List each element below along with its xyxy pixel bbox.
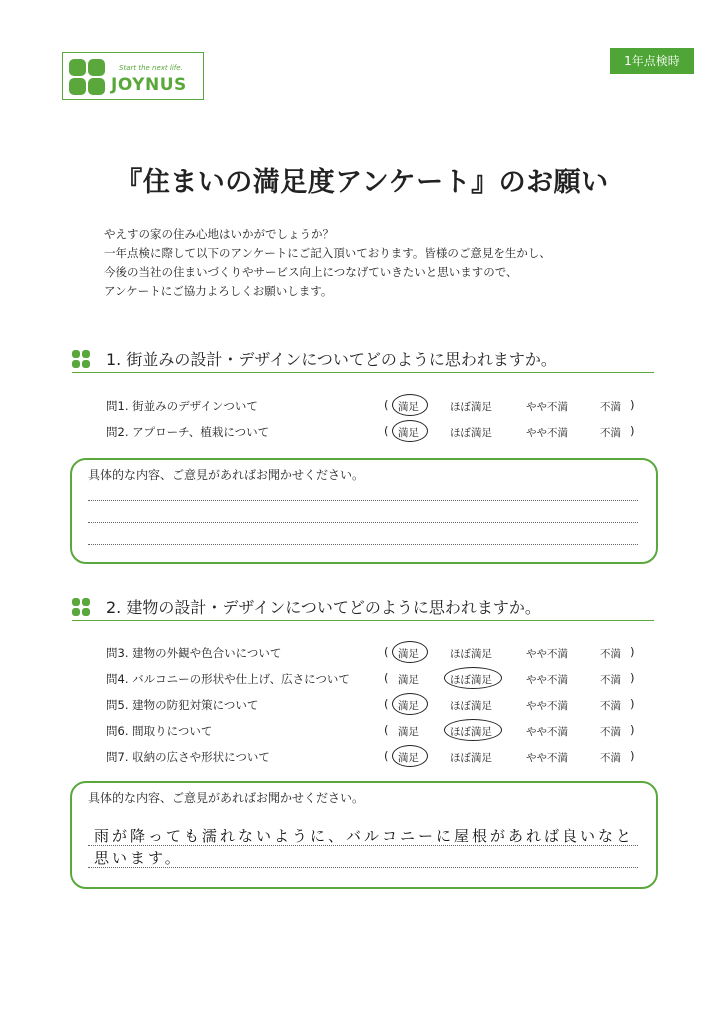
open-paren: ( — [384, 645, 389, 659]
question-label: 問5. 建物の防犯対策について — [106, 698, 259, 712]
selection-circle — [392, 394, 428, 416]
writing-line — [88, 500, 638, 501]
company-logo — [62, 52, 204, 100]
open-paren: ( — [384, 749, 389, 763]
question-label: 問2. アプローチ、植栽について — [106, 425, 270, 439]
clover-bullet-icon — [72, 350, 92, 370]
inspection-badge: 1年点検時 — [610, 48, 694, 74]
answer-option[interactable]: 満足 — [398, 401, 419, 413]
comment-label: 具体的な内容、ご意見があればお聞かせください。 — [88, 791, 365, 805]
open-paren: ( — [384, 671, 389, 685]
answer-option[interactable]: 満足 — [398, 674, 419, 686]
logo-tagline: Start the next life. — [119, 64, 183, 72]
section-2-comment-box[interactable] — [70, 781, 658, 889]
answer-option[interactable]: ほぼ満足 — [450, 752, 492, 764]
answer-option[interactable]: ほぼ満足 — [450, 700, 492, 712]
selection-circle — [444, 719, 502, 741]
selection-circle — [392, 641, 428, 663]
close-paren: ) — [630, 749, 635, 763]
answer-option[interactable]: やや不満 — [526, 726, 568, 738]
answer-option[interactable]: やや不満 — [526, 427, 568, 439]
selection-circle — [392, 693, 428, 715]
answer-option[interactable]: 不満 — [600, 648, 621, 660]
close-paren: ) — [630, 671, 635, 685]
open-paren: ( — [384, 723, 389, 737]
answer-option[interactable]: ほぼ満足 — [450, 427, 492, 439]
section-2-heading — [72, 594, 654, 621]
answer-option[interactable]: 満足 — [398, 700, 419, 712]
clover-logo-icon — [67, 57, 107, 97]
answer-option[interactable]: 不満 — [600, 726, 621, 738]
clover-bullet-icon — [72, 598, 92, 618]
answer-option[interactable]: ほぼ満足 — [450, 726, 492, 738]
writing-line — [88, 544, 638, 545]
question-label: 問1. 街並みのデザインついて — [106, 399, 258, 413]
writing-line — [88, 845, 638, 846]
open-paren: ( — [384, 697, 389, 711]
intro-line: アンケートにご協力よろしくお願いします。 — [104, 284, 333, 298]
open-paren: ( — [384, 424, 389, 438]
selection-circle — [392, 420, 428, 442]
comment-label: 具体的な内容、ご意見があればお聞かせください。 — [88, 468, 365, 482]
answer-option[interactable]: 不満 — [600, 401, 621, 413]
answer-option[interactable]: 不満 — [600, 427, 621, 439]
section-2-title: 2. 建物の設計・デザインについてどのように思われますか。 — [106, 598, 541, 617]
answer-option[interactable]: やや不満 — [526, 752, 568, 764]
answer-option[interactable]: ほぼ満足 — [450, 674, 492, 686]
handwritten-comment-line: 思います。 — [94, 849, 183, 867]
intro-line: 今後の当社の住まいづくりやサービス向上につなげていきたいと思いますので、 — [104, 265, 518, 279]
section-1-title: 1. 街並みの設計・デザインについてどのように思われますか。 — [106, 350, 557, 369]
question-label: 問3. 建物の外観や色合いについて — [106, 646, 282, 660]
answer-option[interactable]: 不満 — [600, 674, 621, 686]
answer-option[interactable]: やや不満 — [526, 401, 568, 413]
handwritten-comment-line: 雨が降っても濡れないように、バルコニーに屋根があれば良いなと — [94, 827, 635, 845]
writing-line — [88, 522, 638, 523]
answer-option[interactable]: ほぼ満足 — [450, 401, 492, 413]
answer-option[interactable]: 不満 — [600, 700, 621, 712]
answer-option[interactable]: 満足 — [398, 648, 419, 660]
question-label: 問7. 収納の広さや形状について — [106, 750, 270, 764]
answer-option[interactable]: やや不満 — [526, 674, 568, 686]
answer-option[interactable]: ほぼ満足 — [450, 648, 492, 660]
answer-option[interactable]: やや不満 — [526, 700, 568, 712]
intro-line: やえすの家の住み心地はいかがでしょうか？ — [104, 227, 334, 241]
question-label: 問4. バルコニーの形状や仕上げ、広さについて — [106, 672, 350, 686]
section-1-comment-box[interactable] — [70, 458, 658, 564]
answer-option[interactable]: 満足 — [398, 752, 419, 764]
close-paren: ) — [630, 398, 635, 412]
close-paren: ) — [630, 424, 635, 438]
intro-line: 一年点検に際して以下のアンケートにご記入頂いております。皆様のご意見を生かし、 — [104, 246, 551, 260]
logo-brand-name: JOYNUS — [111, 75, 187, 95]
open-paren: ( — [384, 398, 389, 412]
selection-circle — [444, 667, 502, 689]
section-1-heading — [72, 346, 654, 373]
close-paren: ) — [630, 723, 635, 737]
answer-option[interactable]: 不満 — [600, 752, 621, 764]
answer-option[interactable]: 満足 — [398, 726, 419, 738]
page-title: 『住まいの満足度アンケート』のお願い — [115, 167, 609, 198]
close-paren: ) — [630, 645, 635, 659]
selection-circle — [392, 745, 428, 767]
answer-option[interactable]: やや不満 — [526, 648, 568, 660]
writing-line — [88, 867, 638, 868]
close-paren: ) — [630, 697, 635, 711]
question-label: 問6. 間取りについて — [106, 724, 213, 738]
answer-option[interactable]: 満足 — [398, 427, 419, 439]
